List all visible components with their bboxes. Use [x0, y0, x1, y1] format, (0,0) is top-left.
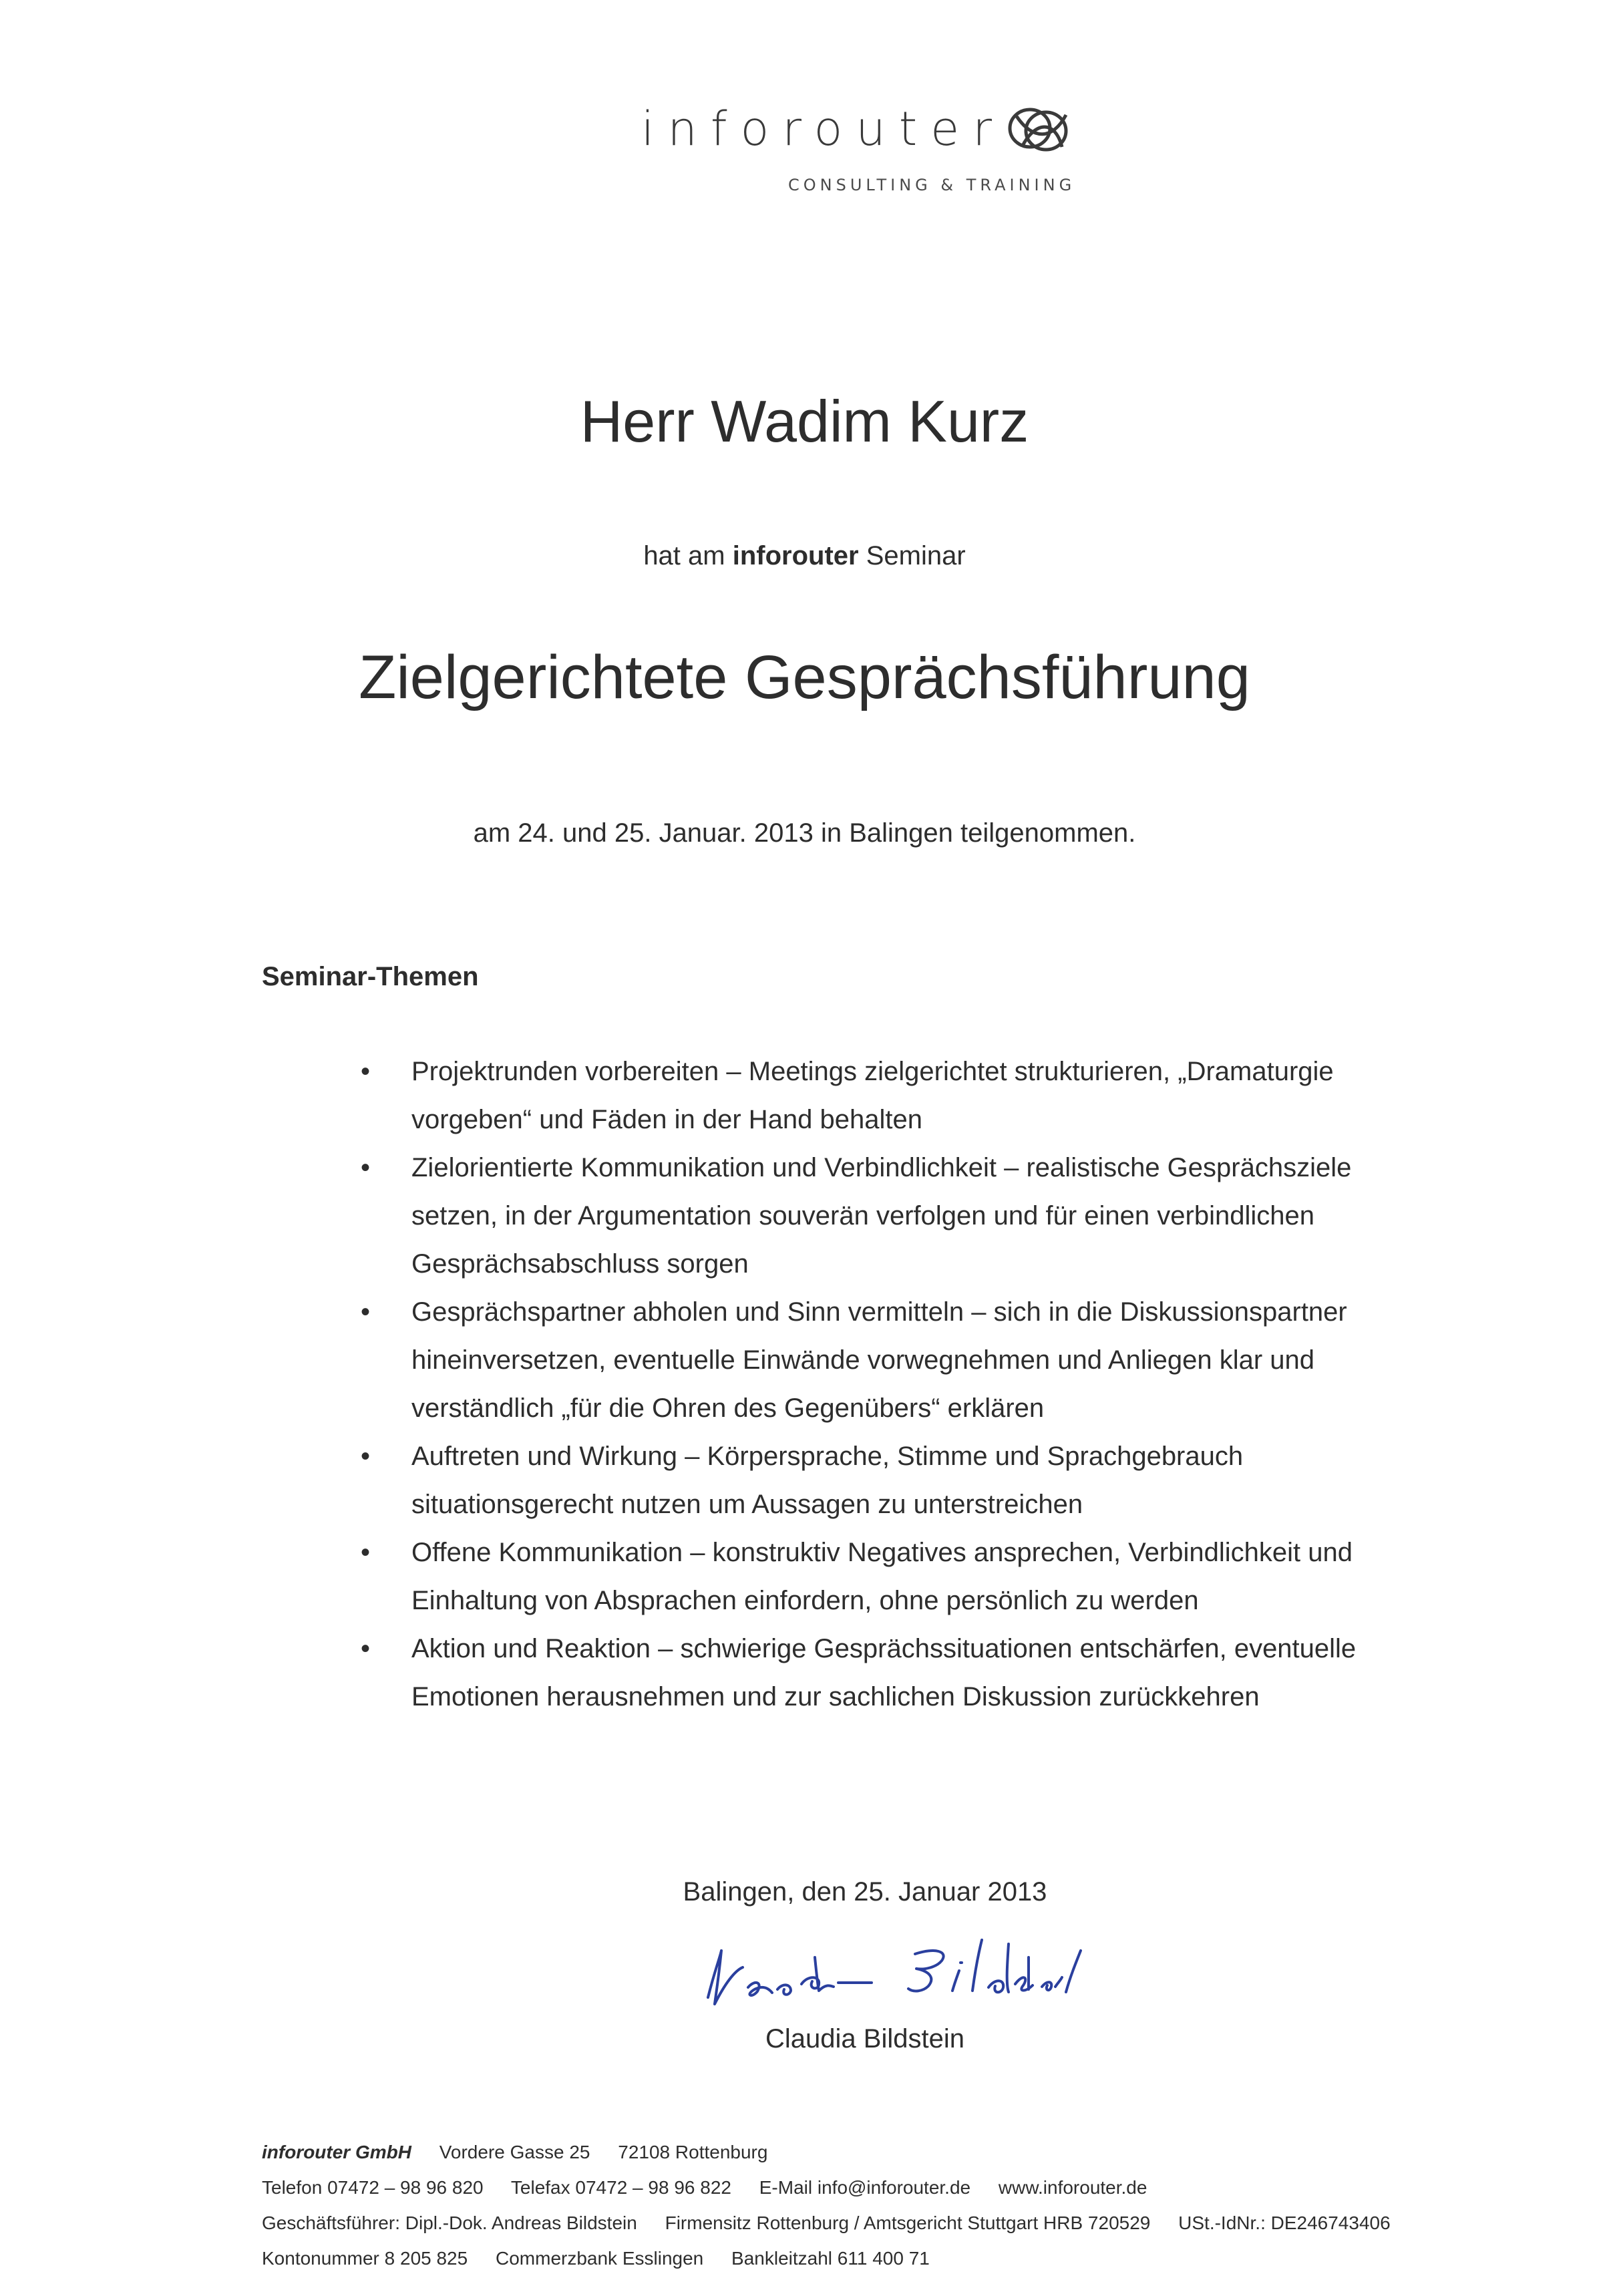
- bullet-icon: •: [361, 1634, 371, 1663]
- intro-suffix: Seminar: [866, 541, 966, 570]
- attendance-date-line: am 24. und 25. Januar. 2013 in Balingen teilgenommen.: [473, 818, 1136, 848]
- handwritten-signature: [695, 1931, 1095, 2017]
- topic-line: verständlich „für die Ohren des Gegenübers“ erklären: [411, 1393, 1045, 1423]
- topic-item: [361, 1528, 1416, 1625]
- participant-name: Herr Wadim Kurz: [580, 388, 1029, 454]
- footer-row-contact: [262, 2170, 1464, 2205]
- topic-line: Aktion und Reaktion – schwierige Gesprächssituationen entschärfen, eventuelle: [411, 1634, 1357, 1663]
- intro-prefix: hat am: [643, 541, 725, 570]
- bullet-icon: •: [361, 1057, 371, 1086]
- seminar-title: Zielgerichtete Gesprächsführung: [359, 643, 1250, 711]
- topic-line: Gesprächsabschluss sorgen: [411, 1249, 749, 1279]
- logo-tagline: CONSULTING & TRAINING: [788, 176, 1076, 194]
- footer-fax: Telefax 07472 – 98 96 822: [510, 2177, 731, 2198]
- topic-line: Zielorientierte Kommunikation und Verbindlichkeit – realistische Gesprächsziele: [411, 1153, 1352, 1182]
- topic-line: vorgeben“ und Fäden in der Hand behalten: [411, 1105, 922, 1134]
- topic-item: [361, 1047, 1416, 1144]
- bullet-icon: •: [361, 1538, 371, 1567]
- footer-bank-code: Bankleitzahl 611 400 71: [731, 2248, 930, 2269]
- company-logo: [641, 102, 1095, 199]
- bullet-icon: •: [361, 1442, 371, 1471]
- footer-managing-director: Geschäftsführer: Dipl.-Dok. Andreas Bildstein: [262, 2212, 637, 2233]
- knot-logo-icon: [1002, 100, 1075, 162]
- intro-line: [0, 541, 1609, 571]
- topic-line: Einhaltung von Absprachen einfordern, ohne persönlich zu werden: [411, 1586, 1199, 1615]
- topic-item: [361, 1625, 1416, 1721]
- topic-line: situationsgerecht nutzen um Aussagen zu unterstreichen: [411, 1490, 1083, 1519]
- footer-web: www.inforouter.de: [998, 2177, 1147, 2198]
- topic-item: [361, 1288, 1416, 1432]
- footer-vat: USt.-IdNr.: DE246743406: [1178, 2212, 1391, 2233]
- topic-line: Emotionen herausnehmen und zur sachlichen Diskussion zurückkehren: [411, 1682, 1260, 1711]
- logo-wordmark: inforouter: [641, 102, 1006, 156]
- footer-company: inforouter GmbH: [262, 2142, 411, 2162]
- place-date: Balingen, den 25. Januar 2013: [683, 1877, 1047, 1907]
- topic-line: setzen, in der Argumentation souverän verfolgen und für einen verbindlichen: [411, 1201, 1314, 1231]
- footer-street: Vordere Gasse 25: [439, 2142, 590, 2162]
- footer-phone: Telefon 07472 – 98 96 820: [262, 2177, 484, 2198]
- topic-line: Auftreten und Wirkung – Körpersprache, Stimme und Sprachgebrauch: [411, 1442, 1244, 1471]
- footer-row-bank: [262, 2241, 1464, 2276]
- footer-city: 72108 Rottenburg: [618, 2142, 768, 2162]
- topics-list: [361, 1047, 1416, 1721]
- bullet-icon: •: [361, 1153, 371, 1182]
- topic-line: hineinversetzen, eventuelle Einwände vorwegnehmen und Anliegen klar und: [411, 1345, 1315, 1375]
- footer-row-legal: [262, 2205, 1464, 2241]
- signer-name: Claudia Bildstein: [765, 2024, 964, 2054]
- topic-line: Projektrunden vorbereiten – Meetings zielgerichtet strukturieren, „Dramaturgie: [411, 1057, 1334, 1086]
- bullet-icon: •: [361, 1297, 371, 1327]
- footer-email: E-Mail info@inforouter.de: [759, 2177, 971, 2198]
- footer-bank: Commerzbank Esslingen: [496, 2248, 704, 2269]
- topic-line: Gesprächspartner abholen und Sinn vermitteln – sich in die Diskussionspartner: [411, 1297, 1347, 1327]
- topics-heading: Seminar-Themen: [262, 962, 479, 991]
- footer-row-address: [262, 2134, 1464, 2170]
- intro-brand: inforouter: [732, 541, 859, 570]
- topic-line: Offene Kommunikation – konstruktiv Negatives ansprechen, Verbindlichkeit und: [411, 1538, 1353, 1567]
- footer-registry: Firmensitz Rottenburg / Amtsgericht Stuttgart HRB 720529: [665, 2212, 1151, 2233]
- topic-item: [361, 1432, 1416, 1528]
- topic-item: [361, 1144, 1416, 1288]
- footer: [262, 2134, 1464, 2276]
- footer-account: Kontonummer 8 205 825: [262, 2248, 468, 2269]
